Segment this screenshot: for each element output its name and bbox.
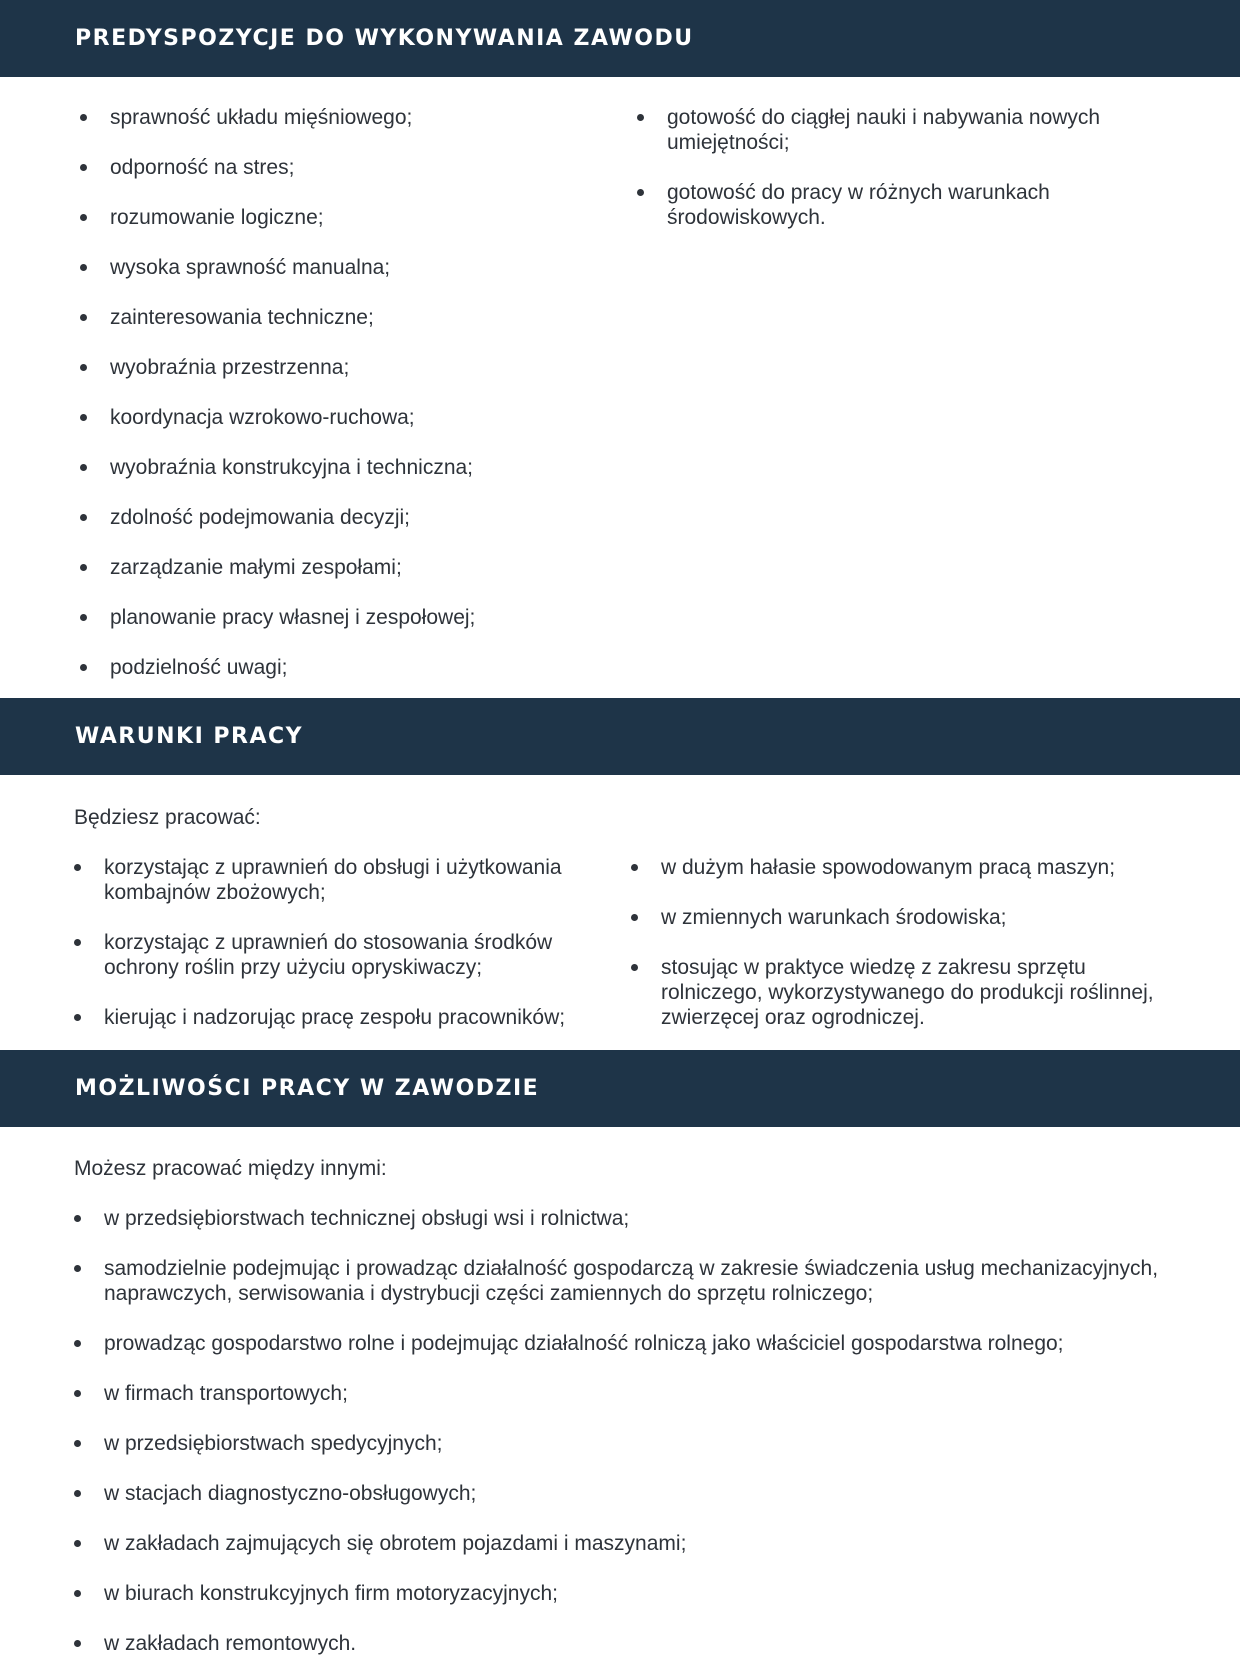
list-item: w zakładach zajmujących się obrotem pojazdami i maszynami; (70, 1531, 1180, 1556)
predispositions-list-left (76, 105, 596, 680)
section-intro: Możesz pracować między innymi: (74, 1157, 387, 1180)
list-item: wyobraźnia konstrukcyjna i techniczna; (76, 455, 596, 480)
list-item: gotowość do ciągłej nauki i nabywania nowych umiejętności; (633, 105, 1117, 155)
list-item: w przedsiębiorstwach spedycyjnych; (70, 1431, 1180, 1456)
list-item: zdolność podejmowania decyzji; (76, 505, 596, 530)
list-item: w dużym hałasie spowodowanym pracą maszyn; (627, 855, 1167, 880)
section-header-mozliwosci-pracy (0, 1050, 1240, 1127)
list-item: w zakładach remontowych. (70, 1631, 1180, 1656)
section-title: WARUNKI PRACY (75, 724, 304, 749)
predispositions-list-right (633, 105, 1193, 230)
list-item: korzystając z uprawnień do obsługi i użytkowania kombajnów zbożowych; (70, 855, 600, 905)
list-item: wysoka sprawność manualna; (76, 255, 596, 280)
list-item: prowadząc gospodarstwo rolne i podejmując działalność rolniczą jako właściciel gospodarstwa rolnego; (70, 1331, 1180, 1356)
list-item: w przedsiębiorstwach technicznej obsługi wsi i rolnictwa; (70, 1206, 1180, 1231)
list-item: gotowość do pracy w różnych warunkach środowiskowych. (633, 180, 1193, 230)
list-item: samodzielnie podejmując i prowadząc działalność gospodarczą w zakresie świadczenia usług mechanizacyjnych, naprawczych, serwisowania i dystrybucji części zamiennych do sprzętu rolniczego; (70, 1256, 1180, 1306)
list-item: podzielność uwagi; (76, 655, 596, 680)
list-item: koordynacja wzrokowo-ruchowa; (76, 405, 596, 430)
list-item: sprawność układu mięśniowego; (76, 105, 596, 130)
list-item: w biurach konstrukcyjnych firm motoryzacyjnych; (70, 1581, 1180, 1606)
list-item: odporność na stres; (76, 155, 596, 180)
section-title: PREDYSPOZYCJE DO WYKONYWANIA ZAWODU (75, 26, 694, 51)
section-intro: Będziesz pracować: (74, 806, 261, 829)
list-item: wyobraźnia przestrzenna; (76, 355, 596, 380)
section-header-warunki-pracy (0, 698, 1240, 775)
list-item: korzystając z uprawnień do stosowania środków ochrony roślin przy użyciu opryskiwaczy; (70, 930, 600, 980)
list-item: kierując i nadzorując pracę zespołu pracowników; (70, 1005, 600, 1030)
list-item: planowanie pracy własnej i zespołowej; (76, 605, 596, 630)
list-item: w stacjach diagnostyczno-obsługowych; (70, 1481, 1180, 1506)
section-header-predyspozycje (0, 0, 1240, 77)
section-title: MOŻLIWOŚCI PRACY W ZAWODZIE (75, 1076, 540, 1101)
list-item: zainteresowania techniczne; (76, 305, 596, 330)
list-item: stosując w praktyce wiedzę z zakresu sprzętu rolniczego, wykorzystywanego do produkcji roślinnej, zwierzęcej oraz ogrodniczej. (627, 955, 1167, 1030)
list-item: w zmiennych warunkach środowiska; (627, 905, 1167, 930)
list-item: w firmach transportowych; (70, 1381, 1180, 1406)
work-conditions-list-left (70, 855, 600, 1030)
list-item: rozumowanie logiczne; (76, 205, 596, 230)
job-opportunities-list (70, 1206, 1180, 1656)
work-conditions-list-right (627, 855, 1167, 1030)
list-item: zarządzanie małymi zespołami; (76, 555, 596, 580)
